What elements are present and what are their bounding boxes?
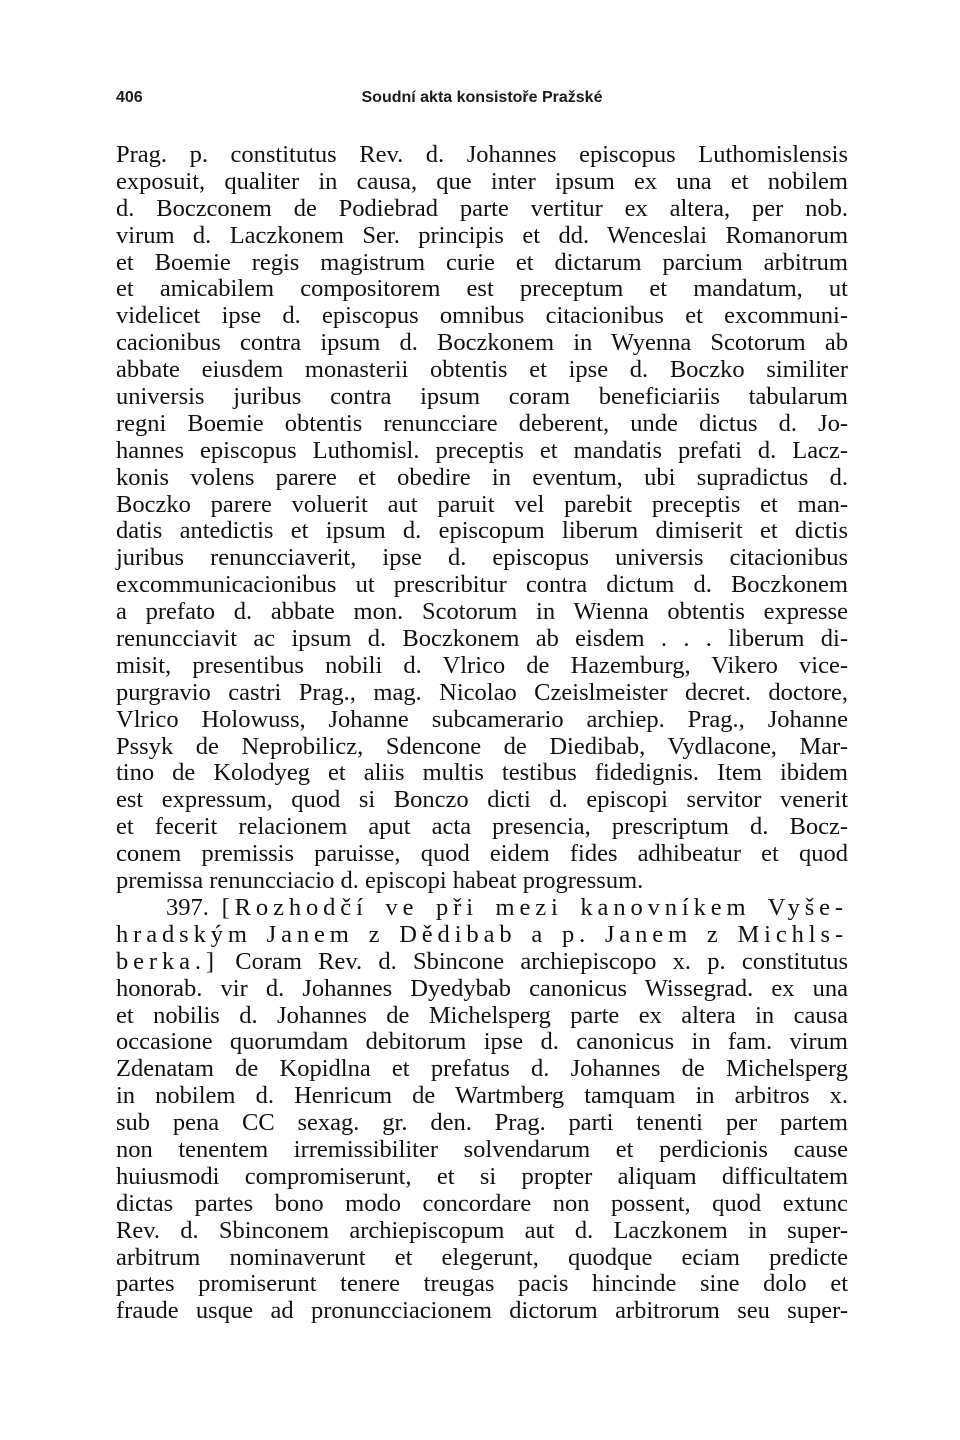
text-line: occasione quorumdam debitorum ipse d. canonicus in fam. virum: [116, 1028, 848, 1056]
text-line: purgravio castri Prag., mag. Nicolao Czeislmeister decret. doctore,: [116, 678, 848, 706]
text-line: konis volens parere et obedire in eventum, ubi supradictus d.: [116, 463, 848, 491]
entry-title: hradským Janem z Dědibab a p. Janem z Michls-: [116, 920, 848, 948]
text-line: abbate eiusdem monasterii obtentis et ipse d. Boczko similiter: [116, 356, 848, 384]
text-line: excommunicacionibus ut prescribitur contra dictum d. Boczkonem: [116, 571, 848, 599]
text-line: conem premissis paruisse, quod eidem fides adhibeatur et quod: [116, 840, 848, 868]
text-line: fraude usque ad pronuncciacionem dictorum arbitrorum seu super-: [116, 1297, 848, 1325]
page-number: 406: [116, 89, 143, 106]
text-line: d. Boczconem de Podiebrad parte vertitur ex altera, per nob.: [116, 194, 848, 222]
text-line: et Boemie regis magistrum curie et dictarum parcium arbitrum: [116, 248, 848, 276]
entry-title: berka.]: [116, 947, 219, 975]
text-line: hannes episcopus Luthomisl. preceptis et mandatis prefati d. Lacz-: [116, 436, 848, 464]
running-title: Soudní akta konsistoře Pražské: [361, 89, 603, 106]
text-line: Pssyk de Neprobilicz, Sdencone de Diedibab, Vydlacone, Mar-: [116, 732, 848, 760]
text-segment: Coram Rev. d. Sbincone archiepiscopo x. p. constitutus: [235, 947, 849, 975]
paragraph-end-line: premissa renuncciacio d. episcopi habeat progressum.: [116, 867, 644, 895]
text-line: datis antedictis et ipsum d. episcopum liberum dimiserit et dictis: [116, 517, 848, 545]
entry-title: [Rozhodčí ve při mezi kanovníkem Vyše-: [221, 893, 848, 921]
text-line: et fecerit relacionem aput acta presencia, prescriptum d. Bocz-: [116, 813, 848, 841]
text-line: juribus renuncciaverit, ipse d. episcopus universis citacionibus: [116, 544, 848, 572]
text-line: Rev. d. Sbinconem archiepiscopum aut d. Laczkonem in super-: [116, 1216, 848, 1244]
page-header: [116, 89, 848, 113]
text-line: dictas partes bono modo concordare non possent, quod extunc: [116, 1189, 848, 1217]
text-line: videlicet ipse d. episcopus omnibus citacionibus et excommuni-: [116, 302, 848, 330]
text-line: et amicabilem compositorem est preceptum et mandatum, ut: [116, 275, 848, 303]
text-line: [116, 949, 848, 976]
text-line: in nobilem d. Henricum de Wartmberg tamquam in arbitros x.: [116, 1082, 848, 1110]
text-line: exposuit, qualiter in causa, que inter ipsum ex una et nobilem: [116, 167, 848, 195]
text-line: universis juribus contra ipsum coram beneficiariis tabularum: [116, 383, 848, 411]
text-line: partes promiserunt tenere treugas pacis hincinde sine dolo et: [116, 1270, 848, 1298]
text-line: Vlrico Holowuss, Johanne subcamerario archiep. Prag., Johanne: [116, 705, 848, 733]
text-line: est expressum, quod si Bonczo dicti d. episcopi servitor venerit: [116, 786, 848, 814]
text-line: tino de Kolodyeg et aliis multis testibus fidedignis. Item ibidem: [116, 759, 848, 787]
entry-number: 397.: [166, 893, 209, 921]
text-line: sub pena CC sexag. gr. den. Prag. parti tenenti per partem: [116, 1109, 848, 1137]
body-text: [116, 142, 848, 1325]
text-line: huiusmodi compromiserunt, et si propter aliquam difficultatem: [116, 1162, 848, 1190]
text-line: misit, presentibus nobili d. Vlrico de Hazemburg, Vikero vice-: [116, 651, 848, 679]
text-line: Boczko parere voluerit aut paruit vel parebit preceptis et man-: [116, 490, 848, 518]
entry-heading-line: [116, 895, 848, 922]
text-line: honorab. vir d. Johannes Dyedybab canonicus Wissegrad. ex una: [116, 974, 848, 1002]
entry-heading-line: [116, 922, 848, 949]
text-line: cacionibus contra ipsum d. Boczkonem in Wyenna Scotorum ab: [116, 329, 848, 357]
text-line: Prag. p. constitutus Rev. d. Johannes episcopus Luthomislensis: [116, 141, 848, 168]
text-line: non tenentem irremissibiliter solvendarum et perdicionis cause: [116, 1135, 848, 1163]
text-line: regni Boemie obtentis renuncciare deberent, unde dictus d. Jo-: [116, 409, 848, 437]
text-line: et nobilis d. Johannes de Michelsperg parte ex altera in causa: [116, 1001, 848, 1029]
text-line: renuncciavit ac ipsum d. Boczkonem ab eisdem . . . liberum di-: [116, 625, 848, 653]
text-line: arbitrum nominaverunt et elegerunt, quodque eciam predicte: [116, 1243, 848, 1271]
text-line: a prefato d. abbate mon. Scotorum in Wienna obtentis expresse: [116, 598, 848, 626]
text-line: Zdenatam de Kopidlna et prefatus d. Johannes de Michelsperg: [116, 1055, 848, 1083]
text-line: virum d. Laczkonem Ser. principis et dd. Wenceslai Romanorum: [116, 221, 848, 249]
